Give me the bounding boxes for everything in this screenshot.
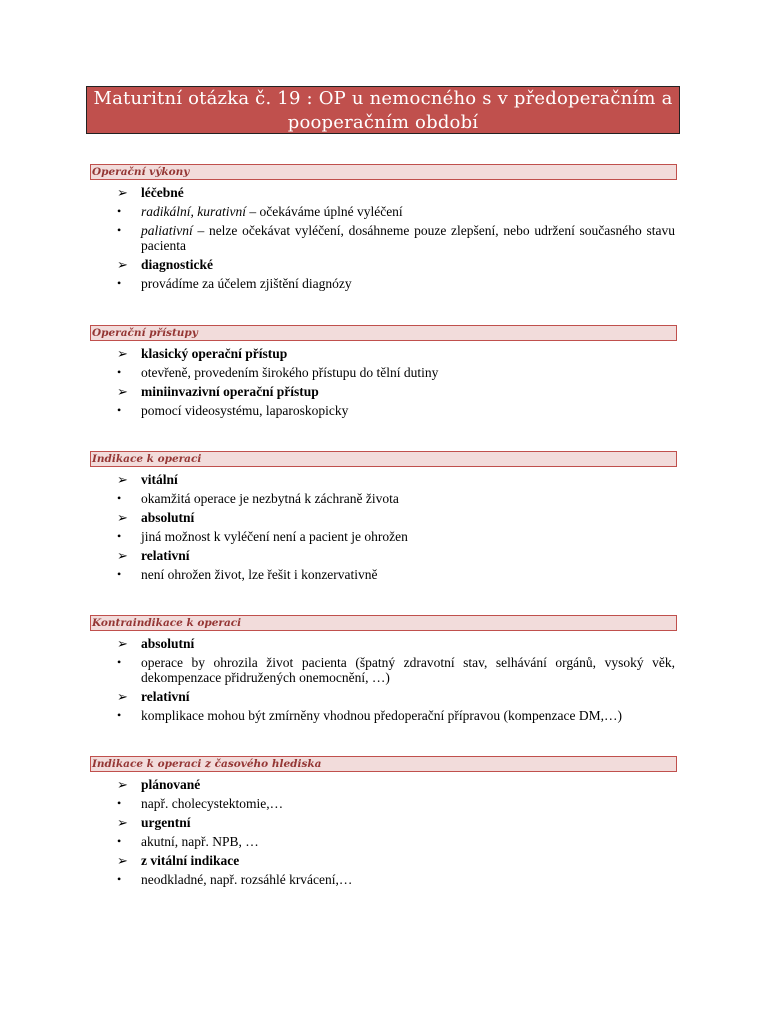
list-item: ➢ relativní (117, 548, 190, 563)
list-item: ➢ absolutní (117, 636, 195, 651)
list-item: ➢ plánované (117, 777, 201, 792)
dot-bullet-icon: • (117, 204, 122, 218)
list-item: • např. cholecystektomie,… (117, 796, 284, 811)
dot-bullet-icon: • (117, 491, 122, 505)
dot-bullet-icon: • (117, 365, 122, 379)
arrow-bullet-icon: ➢ (117, 815, 128, 830)
list-item: ➢ klasický operační přístup (117, 346, 288, 361)
list-item: • radikální, kurativní – očekáváme úplné vyléčení (117, 204, 403, 219)
section-operacni-pristupy (90, 325, 677, 422)
list-item: • provádíme za účelem zjištění diagnózy (117, 276, 352, 291)
arrow-bullet-icon: ➢ (117, 636, 128, 651)
section-indikace-k-operaci (90, 451, 677, 586)
list-item: ➢ vitální (117, 472, 178, 487)
list-item: • otevřeně, provedením širokého přístupu do tělní dutiny (117, 365, 439, 380)
dot-bullet-icon: • (117, 796, 122, 810)
list-item: • není ohrožen život, lze řešit i konzervativně (117, 567, 378, 582)
arrow-bullet-icon: ➢ (117, 472, 128, 487)
section-heading: Indikace k operaci (90, 451, 677, 467)
dot-bullet-icon: • (117, 655, 122, 669)
title-line-1: Maturitní otázka č. 19 : OP u nemocného s v předoperačním a (93, 88, 673, 109)
list-item: ➢ urgentní (117, 815, 191, 830)
list-item: • akutní, např. NPB, … (117, 834, 259, 849)
section-heading: Kontraindikace k operaci (90, 615, 677, 631)
dot-bullet-icon: • (117, 708, 122, 722)
list-item: ➢ relativní (117, 689, 190, 704)
list-item: • pomocí videosystému, laparoskopicky (117, 403, 349, 418)
arrow-bullet-icon: ➢ (117, 689, 128, 704)
arrow-bullet-icon: ➢ (117, 510, 128, 525)
section-kontraindikace (90, 615, 677, 727)
arrow-bullet-icon: ➢ (117, 346, 128, 361)
title-line-2: pooperačním období (287, 112, 479, 133)
section-heading: Operační přístupy (90, 325, 677, 341)
list-item: ➢ léčebné (117, 185, 184, 200)
section-operacni-vykony (90, 164, 677, 295)
list-item: • okamžitá operace je nezbytná k záchraně života (117, 491, 399, 506)
dot-bullet-icon: • (117, 834, 122, 848)
list-item: • komplikace mohou být zmírněny vhodnou předoperační přípravou (kompenzace DM,…) (117, 708, 622, 723)
dot-bullet-icon: • (117, 276, 122, 290)
dot-bullet-icon: • (117, 223, 122, 237)
dot-bullet-icon: • (117, 403, 122, 417)
arrow-bullet-icon: ➢ (117, 257, 128, 272)
list-item: ➢ absolutní (117, 510, 195, 525)
arrow-bullet-icon: ➢ (117, 548, 128, 563)
dot-bullet-icon: • (117, 529, 122, 543)
arrow-bullet-icon: ➢ (117, 777, 128, 792)
page-title (86, 86, 680, 134)
arrow-bullet-icon: ➢ (117, 384, 128, 399)
list-item: ➢ diagnostické (117, 257, 214, 272)
list-item: • paliativní – nelze očekávat vyléčení, dosáhneme pouze zlepšení, nebo udržení současného stavu pacienta (117, 223, 675, 253)
dot-bullet-icon: • (117, 567, 122, 581)
list-item: • jiná možnost k vyléčení není a pacient je ohrožen (117, 529, 408, 544)
section-heading: Operační výkony (90, 164, 677, 180)
dot-bullet-icon: • (117, 872, 122, 886)
list-item: • neodkladné, např. rozsáhlé krvácení,… (117, 872, 353, 887)
section-casove-hledisko (90, 756, 677, 891)
arrow-bullet-icon: ➢ (117, 853, 128, 868)
list-item: ➢ z vitální indikace (117, 853, 240, 868)
list-item: • operace by ohrozila život pacienta (špatný zdravotní stav, selhávání orgánů, vysoký věk, dekompenzace přidružených onemocnění, …) (117, 655, 675, 685)
arrow-bullet-icon: ➢ (117, 185, 128, 200)
section-heading: Indikace k operaci z časového hlediska (90, 756, 677, 772)
list-item: ➢ miniinvazivní operační přístup (117, 384, 319, 399)
